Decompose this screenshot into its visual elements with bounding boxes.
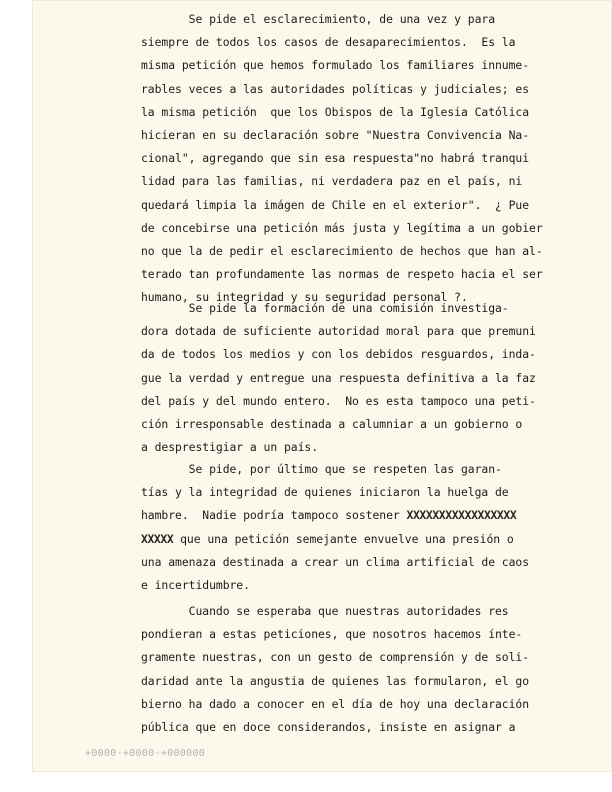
text-fragment: hambre. Nadie podría tampoco sostener xyxy=(141,508,407,523)
text-line: misma petición que hemos formulado los familiares innume- xyxy=(141,58,530,73)
text-line: dora dotada de suficiente autoridad moral para que premuni xyxy=(141,324,536,339)
text-line: una amenaza destinada a crear un clima artificial de caos xyxy=(141,554,530,569)
struck-out-text: XXXXX xyxy=(141,531,174,546)
struck-out-text: XXXXXXXXXXXXXXXXX xyxy=(406,508,517,523)
text-line-with-strikeout xyxy=(141,528,581,551)
text-line: siempre de todos los casos de desaparecimientos. Es la xyxy=(141,35,516,50)
archive-stamp: +0000-+0000-+000000 xyxy=(85,748,206,759)
paragraph-4 xyxy=(141,600,581,739)
text-line: lidad para las familias, ni verdadera paz en el país, ni xyxy=(141,174,523,189)
text-line: pública que en doce considerandos, insiste en asignar a xyxy=(141,719,516,734)
text-line: Se pide la formación de una comisión investiga- xyxy=(141,301,509,315)
text-line: quedará limpia la imágen de Chile en el exterior". ¿ Pue xyxy=(141,197,530,212)
text-line: ción irresponsable destinada a calumniar a un gobierno o xyxy=(141,416,523,431)
text-line: la misma petición que los Obispos de la Iglesia Católica xyxy=(141,104,530,119)
text-line-with-strikeout xyxy=(141,504,581,527)
text-line: Se pide el esclarecimiento, de una vez y para xyxy=(141,12,496,26)
text-line: no que la de pedir el esclarecimiento de hechos que han al- xyxy=(141,243,543,258)
text-line: e incertidumbre. xyxy=(141,577,250,592)
text-line: gramente nuestras, con un gesto de comprensión y de soli- xyxy=(141,650,530,665)
text-line: a desprestigiar a un país. xyxy=(141,440,319,455)
text-line: terado tan profundamente las normas de respeto hacia el ser xyxy=(141,267,543,282)
text-line: pondieran a estas peticiones, que nosotros hacemos ínte- xyxy=(141,627,523,642)
paragraph-3 xyxy=(141,458,581,597)
text-line: bierno ha dado a conocer en el día de hoy una declaración xyxy=(141,696,530,711)
paragraph-1 xyxy=(141,8,581,309)
text-line: Cuando se esperaba que nuestras autoridades res xyxy=(141,604,509,618)
text-line: del país y del mundo entero. No es esta tampoco una peti- xyxy=(141,393,536,408)
text-line: tías y la integridad de quienes iniciaron la huelga de xyxy=(141,485,509,500)
text-line: hicieran en su declaración sobre "Nuestra Convivencia Na- xyxy=(141,127,530,142)
text-line: humano, su integridad y su seguridad personal ?. xyxy=(141,290,468,305)
text-line: cional", agregando que sin esa respuesta"no habrá tranqui xyxy=(141,151,530,166)
text-line: rables veces a las autoridades políticas y judiciales; es xyxy=(141,81,530,96)
text-line: Se pide, por último que se respeten las garan- xyxy=(141,462,502,476)
text-line: de concebirse una petición más justa y legítima a un gobier xyxy=(141,220,543,235)
text-line: daridad ante la angustia de quienes las formularon, el go xyxy=(141,673,530,688)
paragraph-2 xyxy=(141,297,581,459)
text-line: da de todos los medios y con los debidos resguardos, inda- xyxy=(141,347,536,362)
text-line: gue la verdad y entregue una respuesta definitiva a la faz xyxy=(141,370,536,385)
text-fragment: que una petición semejante envuelve una presión o xyxy=(173,531,514,546)
